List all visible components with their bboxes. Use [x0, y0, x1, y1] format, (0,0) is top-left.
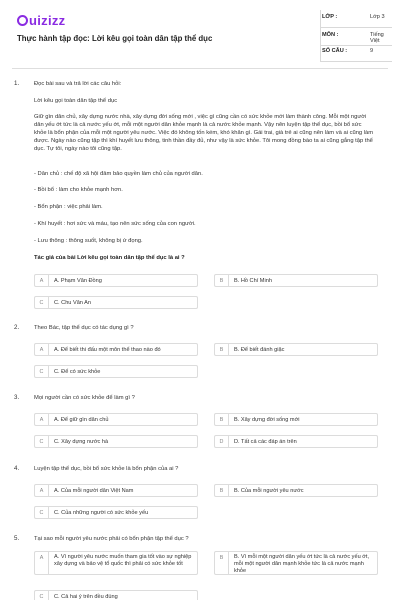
logo-text: uizizz: [29, 13, 66, 28]
option-text: C. Để có sức khỏe: [54, 369, 101, 375]
option-letter: C: [35, 366, 49, 377]
option-letter: A: [35, 552, 49, 574]
page-title: Thực hành tập đọc: Lời kêu gọi toàn dân tập thể dục: [17, 34, 213, 43]
answer-option[interactable]: [34, 413, 198, 426]
option-text: A. Để biết thi đấu một môn thể thao nào đó: [54, 347, 161, 353]
glossary-item: - Lưu thông : thông suốt, không bị ứ đọng.: [34, 238, 143, 244]
answer-option[interactable]: [214, 484, 378, 497]
question-text: Tại sao mỗi người yêu nước phải có bổn phận tập thể dục ?: [34, 536, 189, 542]
header-divider: [12, 68, 388, 69]
meta-value: Tiếng Việt: [370, 32, 384, 44]
glossary-item: - Dân chủ : chế độ xã hội đảm bảo quyền làm chủ của người dân.: [34, 171, 203, 177]
question-number: 2.: [14, 324, 20, 331]
meta-row-question-count: [320, 44, 392, 62]
option-text: A. Vì người yêu nước muốn tham gia tốt vào sự nghiệp xây dựng và bảo vệ tổ quốc thì phải có sức khỏe tốt: [54, 554, 192, 567]
option-letter: D: [215, 436, 229, 447]
question-stem: Tác giả của bài Lời kêu gọi toàn dân tập thể dục là ai ?: [34, 255, 185, 261]
question-text: Mọi người cần có sức khỏe để làm gì ?: [34, 395, 135, 401]
worksheet-header: [0, 0, 400, 68]
option-letter: A: [35, 275, 49, 286]
answer-option[interactable]: [34, 296, 198, 309]
option-text: B. Vì mỗi một người dân yếu ớt tức là cả nước yếu ớt, mỗi một người dân mạnh khỏe tức là cả nước mạnh khỏe: [234, 554, 370, 574]
meta-label: MÔN :: [322, 32, 339, 38]
option-text: C. Xây dựng nước hà: [54, 439, 109, 445]
glossary-item: - Bồi bổ : làm cho khỏe mạnh hơn.: [34, 187, 123, 193]
option-letter: B: [215, 485, 229, 496]
option-text: C. Chu Văn An: [54, 300, 92, 306]
question-intro: Đọc bài sau và trả lời các câu hỏi:: [34, 81, 122, 87]
option-letter: A: [35, 344, 49, 355]
answer-option[interactable]: [214, 551, 378, 575]
glossary-item: - Bổn phận : việc phải làm.: [34, 204, 103, 210]
answer-option[interactable]: [214, 274, 378, 287]
option-text: C. Cả hai ý trên đều đúng: [54, 594, 118, 600]
option-letter: B: [215, 275, 229, 286]
question-number: 1.: [14, 80, 20, 87]
answer-option[interactable]: [34, 551, 198, 575]
option-letter: C: [35, 297, 49, 308]
answer-option[interactable]: [34, 435, 198, 448]
answer-option[interactable]: [34, 274, 198, 287]
answer-option[interactable]: [34, 484, 198, 497]
option-letter: B: [215, 344, 229, 355]
meta-label: SỐ CÂU :: [322, 48, 348, 54]
meta-label: LỚP :: [322, 14, 338, 20]
quizizz-logo: [17, 13, 65, 28]
glossary-item: - Khí huyết : hơi sức và máu, tạo nên sức sống của con người.: [34, 221, 196, 227]
option-text: D. Tất cả các đáp án trên: [234, 439, 297, 445]
answer-option[interactable]: [34, 590, 198, 600]
question-number: 4.: [14, 465, 20, 472]
meta-value: Lớp 3: [370, 14, 385, 20]
option-letter: A: [35, 485, 49, 496]
passage-title: Lời kêu gọi toàn dân tập thể dục: [34, 98, 118, 104]
option-text: B. Của mỗi người yêu nước: [234, 488, 304, 494]
question-text: Theo Bác, tập thể dục có tác dụng gì ?: [34, 325, 134, 331]
option-letter: C: [35, 507, 49, 518]
option-text: A. Phạm Văn Đồng: [54, 278, 102, 284]
option-letter: B: [215, 414, 229, 425]
answer-option[interactable]: [34, 365, 198, 378]
answer-option[interactable]: [214, 413, 378, 426]
question-text: Luyện tập thể dục, bồi bổ sức khỏe là bổn phận của ai ?: [34, 466, 179, 472]
option-text: B. Hồ Chí Minh: [234, 278, 272, 284]
answer-option[interactable]: [214, 343, 378, 356]
option-text: A. Để giữ gìn dân chủ: [54, 417, 109, 423]
answer-option[interactable]: [34, 506, 198, 519]
answer-option[interactable]: [214, 435, 378, 448]
meta-value: 9: [370, 48, 374, 54]
question-number: 5.: [14, 535, 20, 542]
option-letter: C: [35, 591, 49, 600]
option-text: C. Của những người có sức khỏe yếu: [54, 510, 149, 516]
option-letter: C: [35, 436, 49, 447]
option-text: A. Của mỗi người dân Việt Nam: [54, 488, 134, 494]
question-number: 3.: [14, 394, 20, 401]
option-letter: A: [35, 414, 49, 425]
logo-q-mark: [17, 15, 28, 26]
meta-row-class: [320, 10, 392, 28]
option-text: B. Để biết đánh giặc: [234, 347, 285, 353]
option-letter: B: [215, 552, 229, 574]
answer-option[interactable]: [34, 343, 198, 356]
option-text: B. Xây dựng đời sống mới: [234, 417, 300, 423]
passage-text: Giữ gìn dân chủ, xây dựng nước nhà, xây dựng đời sống mới , việc gì cũng cần có sức khỏe mới làm thành công. Mỗi một người dân yếu ớt tức là cả nước yếu ớt, mỗi một người dân khỏe mạnh là cả nước khỏe mạnh. Vậy nên luyện tập thể dục, bồi bổ sức khỏe là bổn phận của mỗi một người yêu nước. Việc đó không tốn kém, khó khăn gì. Gái trai, già trẻ ai cũng nên làm và ai cũng làm được. Ngày nào cũng tập thì khí huyết lưu thông, tinh thần đầy đủ, như vậy là sức khỏe. Tôi mong đồng bào ta ai cũng gắng tập thể dục. Tự tôi, ngày nào tôi cũng tập.: [34, 114, 374, 152]
